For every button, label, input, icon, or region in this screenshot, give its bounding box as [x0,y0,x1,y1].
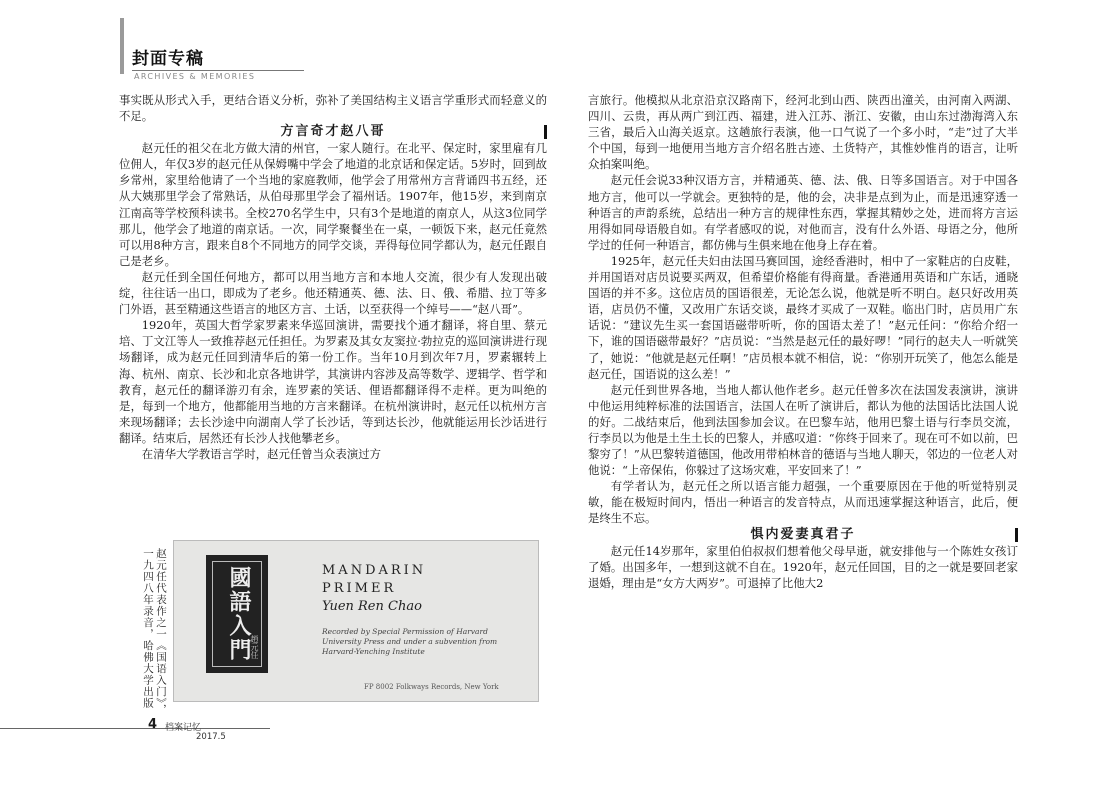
body-paragraph: 有学者认为，赵元任之所以语言能力超强，一个重要原因在于他的听觉特别灵敏，能在极短时间内，悟出一种语言的发音特点，从而迅速掌握这种语言，此后，便是终生不忘。 [588,479,1018,526]
issue-date: 2017.5 [196,732,226,742]
stamp-title-text: 國語入門 [212,561,262,667]
cover-note: Recorded by Special Permission of Harvard University Press and under a subvention from Harvard-Yenching Institute [322,627,498,656]
section-heading-gentleman [588,527,1018,543]
cover-title-line1: MANDARIN [322,563,427,578]
heading-marker-bar [544,125,547,139]
intro-paragraph: 事实既从形式入手，更结合语义分析，弥补了美国结构主义语言学重形式而轻意义的不足。 [119,93,547,124]
body-paragraph: 1925年，赵元任夫妇由法国马赛回国，途经香港时，相中了一家鞋店的白皮鞋，并用国语对店员说要买两双，但希望价格能有得商量。香港通用英语和广东话，通晓国语的并不多。这位店员的国语很差，无论怎么说，他就是听不明白。赵只好改用英语，店员仍不懂，又改用广东话交谈，最终才买成了一双鞋。临出门时，店员用广东话说：“建议先生买一套国语磁带听听，你的国语太差了！”赵元任问：“你给介绍一下，谁的国语磁带最好？”店员说：“当然是赵元任的最好啰！”同行的赵夫人一听就笑了，她说：“他就是赵元任啊！”店员根本就不相信，说：“你别开玩笑了，他怎么能是赵元任，国语说的这么差！” [588,253,1018,381]
page-header [120,18,310,80]
section-heading-text: 惧内爱妻真君子 [750,526,856,542]
column-title: 封面专稿 [132,49,204,69]
column-subtitle: ARCHIVES & MEMORIES [134,72,256,81]
page-number: 4 [148,717,158,732]
header-accent-bar [120,18,124,74]
figure [119,540,549,720]
magazine-name: 档案记忆 [165,723,202,733]
footer-divider [0,728,270,729]
cover-title-line2: PRIMER [322,581,397,596]
body-paragraph: 1920年，英国大哲学家罗素来华巡回演讲，需要找个通才翻译，将自里、蔡元培、丁文江等人一致推荐赵元任担任。为罗素及其女友窦拉·勃拉克的巡回演讲进行现场翻译，成为赵元任回到清华后的第一份工作。当年10月到次年7月，罗素辗转上海、杭州、南京、长沙和北京各地讲学，其演讲内容涉及高等数学、逻辑学、哲学和教育，赵元任的翻译游刃有余，连罗素的笑话、俚语都翻译得不走样。更为叫绝的是，每到一个地方，他都能用当地的方言来翻译。在杭州演讲时，赵元任以杭州方言来现场翻译；去长沙途中向湖南人学了长沙话，等到达长沙，他就能运用长沙话进行翻译。结束后，居然还有长沙人找他攀老乡。 [119,318,547,445]
heading-marker-bar [1015,528,1018,542]
body-paragraph: 赵元任到世界各地，当地人都认他作老乡。赵元任曾多次在法国发表演讲，演讲中他运用纯粹标准的法国语言，法国人在听了演讲后，都认为他的法国话比法国人说的好。二战结束后，他到法国参加会议。在巴黎车站，他用巴黎土语与行李员交流，行李员以为他是土生土长的巴黎人，并感叹道：“你终于回来了。现在可不如以前，巴黎穷了！”从巴黎转道德国，他改用带柏林音的德语与当地人聊天，邻边的一位老人对他说：“上帝保佑，你躲过了这场灾难，平安回来了！” [588,382,1018,478]
right-column [588,92,1018,591]
header-divider [132,70,304,71]
body-paragraph: 赵元任会说33种汉语方言，并精通英、德、法、俄、日等多国语言。对于中国各地方言，他可以一学就会。更独特的是，他的会，决非是点到为止，而是迅速穿透一种语言的声韵系统，总结出一种方言的规律性东西，掌握其精妙之处，进而将方言运用得如同母语般自如。有学者感叹的说，对他而言，没有什么外语、母语之分，他所学过的任何一种语言，都仿佛与生俱来地在他身上存在着。 [588,173,1018,252]
body-paragraph: 赵元任的祖父在北方做大清的州官，一家人随行。在北平、保定时，家里雇有几位佣人，年仅3岁的赵元任从保姆嘴中学会了地道的北京话和保定话。5岁时，回到故乡常州，家里给他请了一个当地的家庭教师，他学会了用常州方言背诵四书五经，还从大姨那里学会了常熟话，从伯母那里学会了福州话。1907年，他15岁，来到南京江南高等学校预科读书。全校270名学生中，只有3个是地道的南京人，从这3位同学那儿，他学会了地道的南京话。一次，同学聚餐坐在一桌，一顿饭下来，赵元任竟然可以用8种方言，跟来自8个不同地方的同学交谈，弄得每位同学都认为，赵元任跟自己是老乡。 [119,141,547,268]
record-cover-image [173,540,539,702]
figure-caption: 赵元任代表作之一《国语入门》，一九四八年录音，哈佛大学出版 [142,548,167,716]
section-heading-text: 方言奇才赵八哥 [280,124,386,140]
body-paragraph: 赵元任14岁那年，家里伯伯叔叔们想着他父母早逝，就安排他与一个陈姓女孩订了婚。出国多年，一想到这就不自在。1920年，赵元任回国，目的之一就是要回老家退婚，理由是“女方大两岁”。可退掉了比他大2 [588,543,1018,590]
body-paragraph: 在清华大学教语言学时，赵元任曾当众表演过方 [141,446,382,461]
body-paragraph: 言旅行。他模拟从北京沿京汉路南下，经河北到山西、陕西出潼关，由河南入两湖、四川、云贵，再从两广到江西、福建，进入江苏、浙江、安徽，由山东过渤海湾入东三省，最后入山海关返京。这趟旅行表演，他一口气说了一个多小时，“走”过了大半个中国，每到一地便用当地方言介绍名胜古迹、土货特产，其惟妙惟肖的语言，让听众拍案叫绝。 [588,93,1018,172]
page-footer [0,716,300,746]
body-paragraph: 赵元任到全国任何地方，都可以用当地方言和本地人交流，很少有人发现出破绽，往往话一出口，即成为了老乡。他还精通英、德、法、日、俄、希腊、拉丁等多门外语，甚至精通这些语言的地区方言、土话，以至获得一个绰号——“赵八哥”。 [119,269,547,317]
section-heading-dialect-genius [119,124,547,140]
stamp-signature: 趙元任 [250,635,259,659]
cover-author: Yuen Ren Chao [322,599,422,614]
cover-footer: FP 8002 Folkways Records, New York [364,683,499,691]
left-column [119,92,547,462]
title-stamp [206,555,268,673]
